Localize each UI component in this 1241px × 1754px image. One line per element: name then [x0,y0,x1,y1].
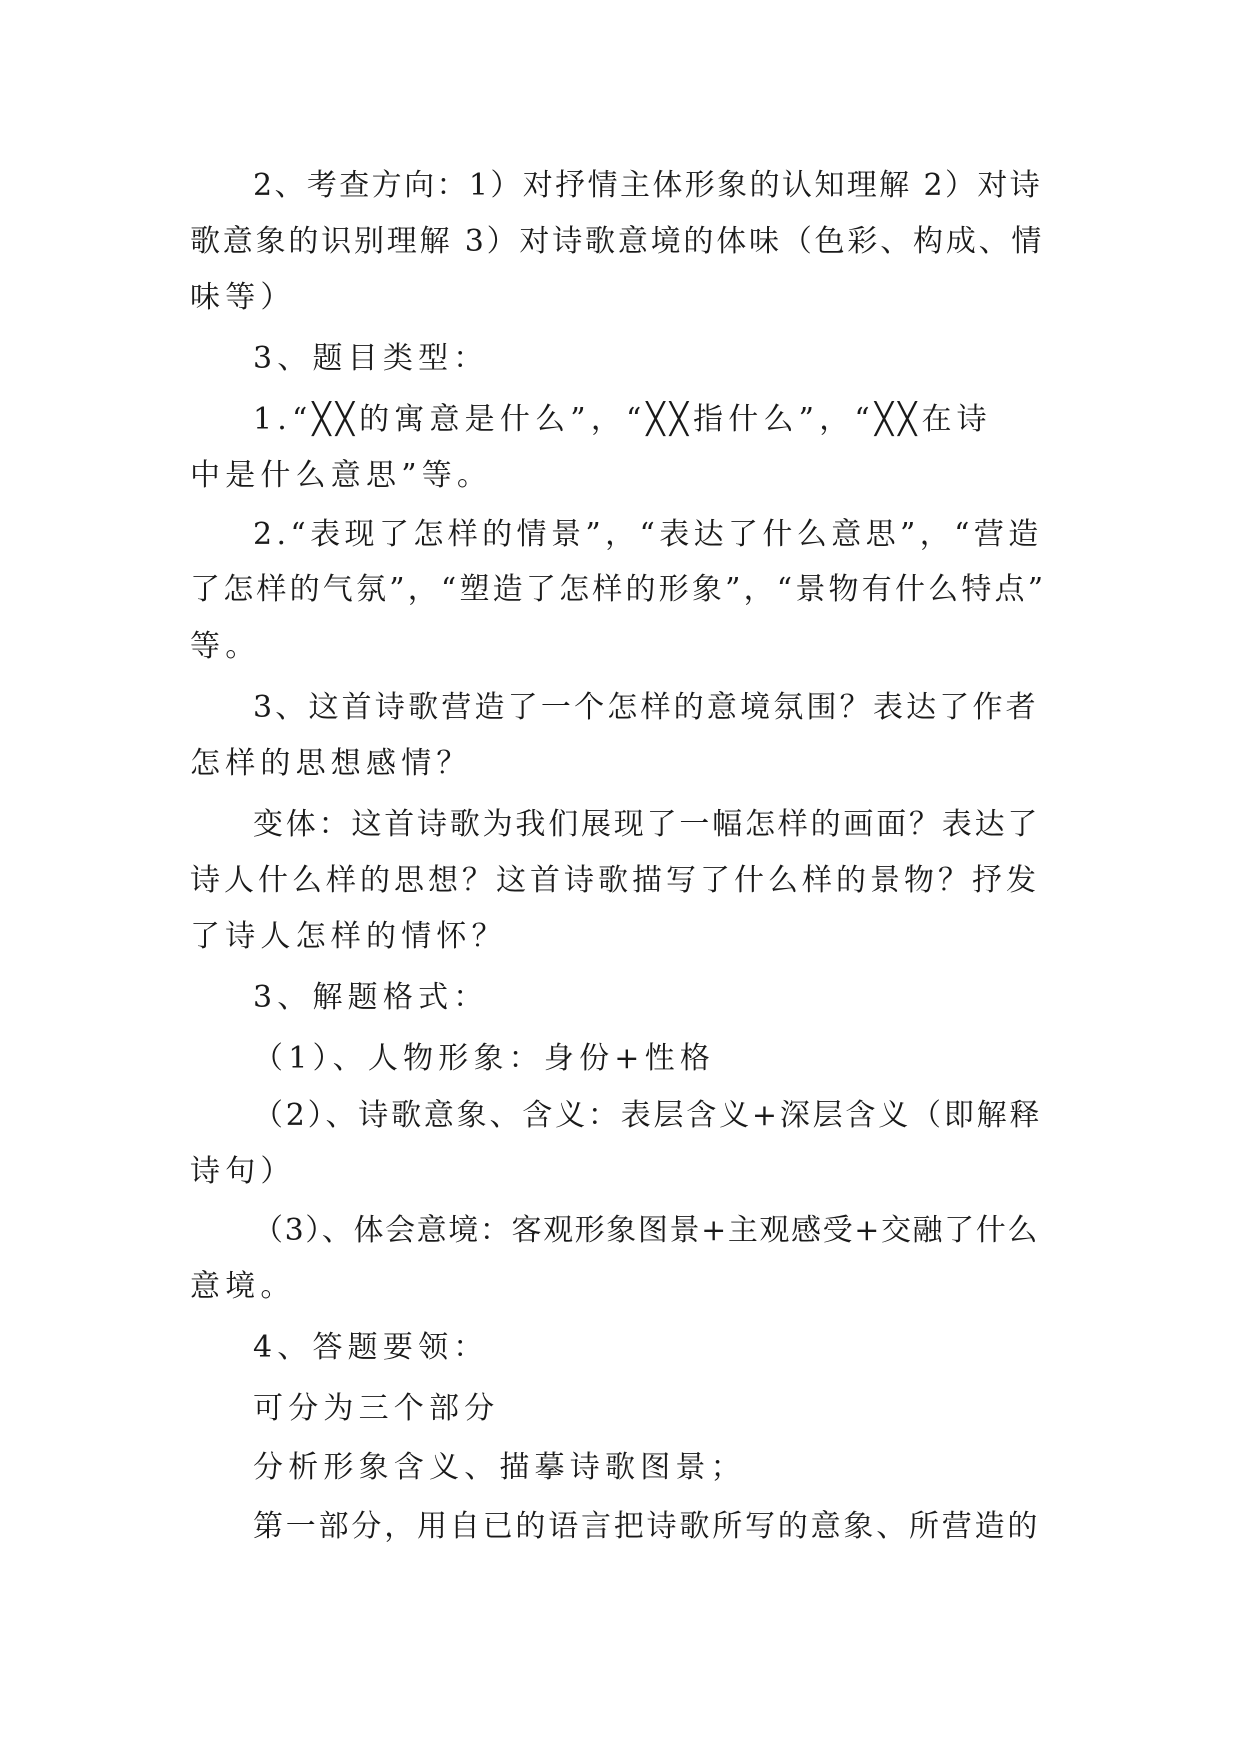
text-line: 2、考查方向：1）对抒情主体形象的认知理解 2）对诗 [253,168,1043,203]
text-line: 等。 [190,629,261,664]
text-line: 诗句） [190,1154,296,1189]
text-line: 变体：这首诗歌为我们展现了一幅怎样的画面？表达了 [253,807,1041,842]
text-line: 2.“表现了怎样的情景”，“表达了什么意思”，“营造 [253,517,1043,552]
text-line: （2）、诗歌意象、含义：表层含义+深层含义（即解释 [253,1098,1043,1133]
text-line: 4、答题要领： [253,1330,489,1365]
text-line: 1.“╳╳的寓意是什么”，“╳╳指什么”，“╳╳在诗 [253,402,992,437]
text-line: 第一部分，用自已的语言把诗歌所写的意象、所营造的 [253,1509,1041,1544]
text-line: 了诗人怎样的情怀？ [190,919,507,954]
text-line: 了怎样的气氛”，“塑造了怎样的形象”，“景物有什么特点” [190,572,1047,607]
text-line: 可分为三个部分 [253,1391,500,1426]
text-line: （1）、人物形象：身份+性格 [253,1041,716,1076]
text-line: 意境。 [190,1269,296,1304]
text-line: 歌意象的识别理解 3）对诗歌意境的体味（色彩、构成、情 [190,224,1045,259]
text-line: 3、解题格式： [253,980,489,1015]
text-line: 味等） [190,280,296,315]
text-line: 怎样的思想感情？ [190,746,472,781]
text-line: 3、题目类型： [253,341,489,376]
text-line: 分析形象含义、描摹诗歌图景； [253,1450,746,1485]
text-line: 3、这首诗歌营造了一个怎样的意境氛围？表达了作者 [253,690,1039,725]
text-line: （3）、体会意境：客观形象图景+主观感受+交融了什么 [253,1213,1039,1248]
text-line: 中是什么意思”等。 [190,458,493,493]
text-line: 诗人什么样的思想？这首诗歌描写了什么样的景物？抒发 [190,863,1040,898]
